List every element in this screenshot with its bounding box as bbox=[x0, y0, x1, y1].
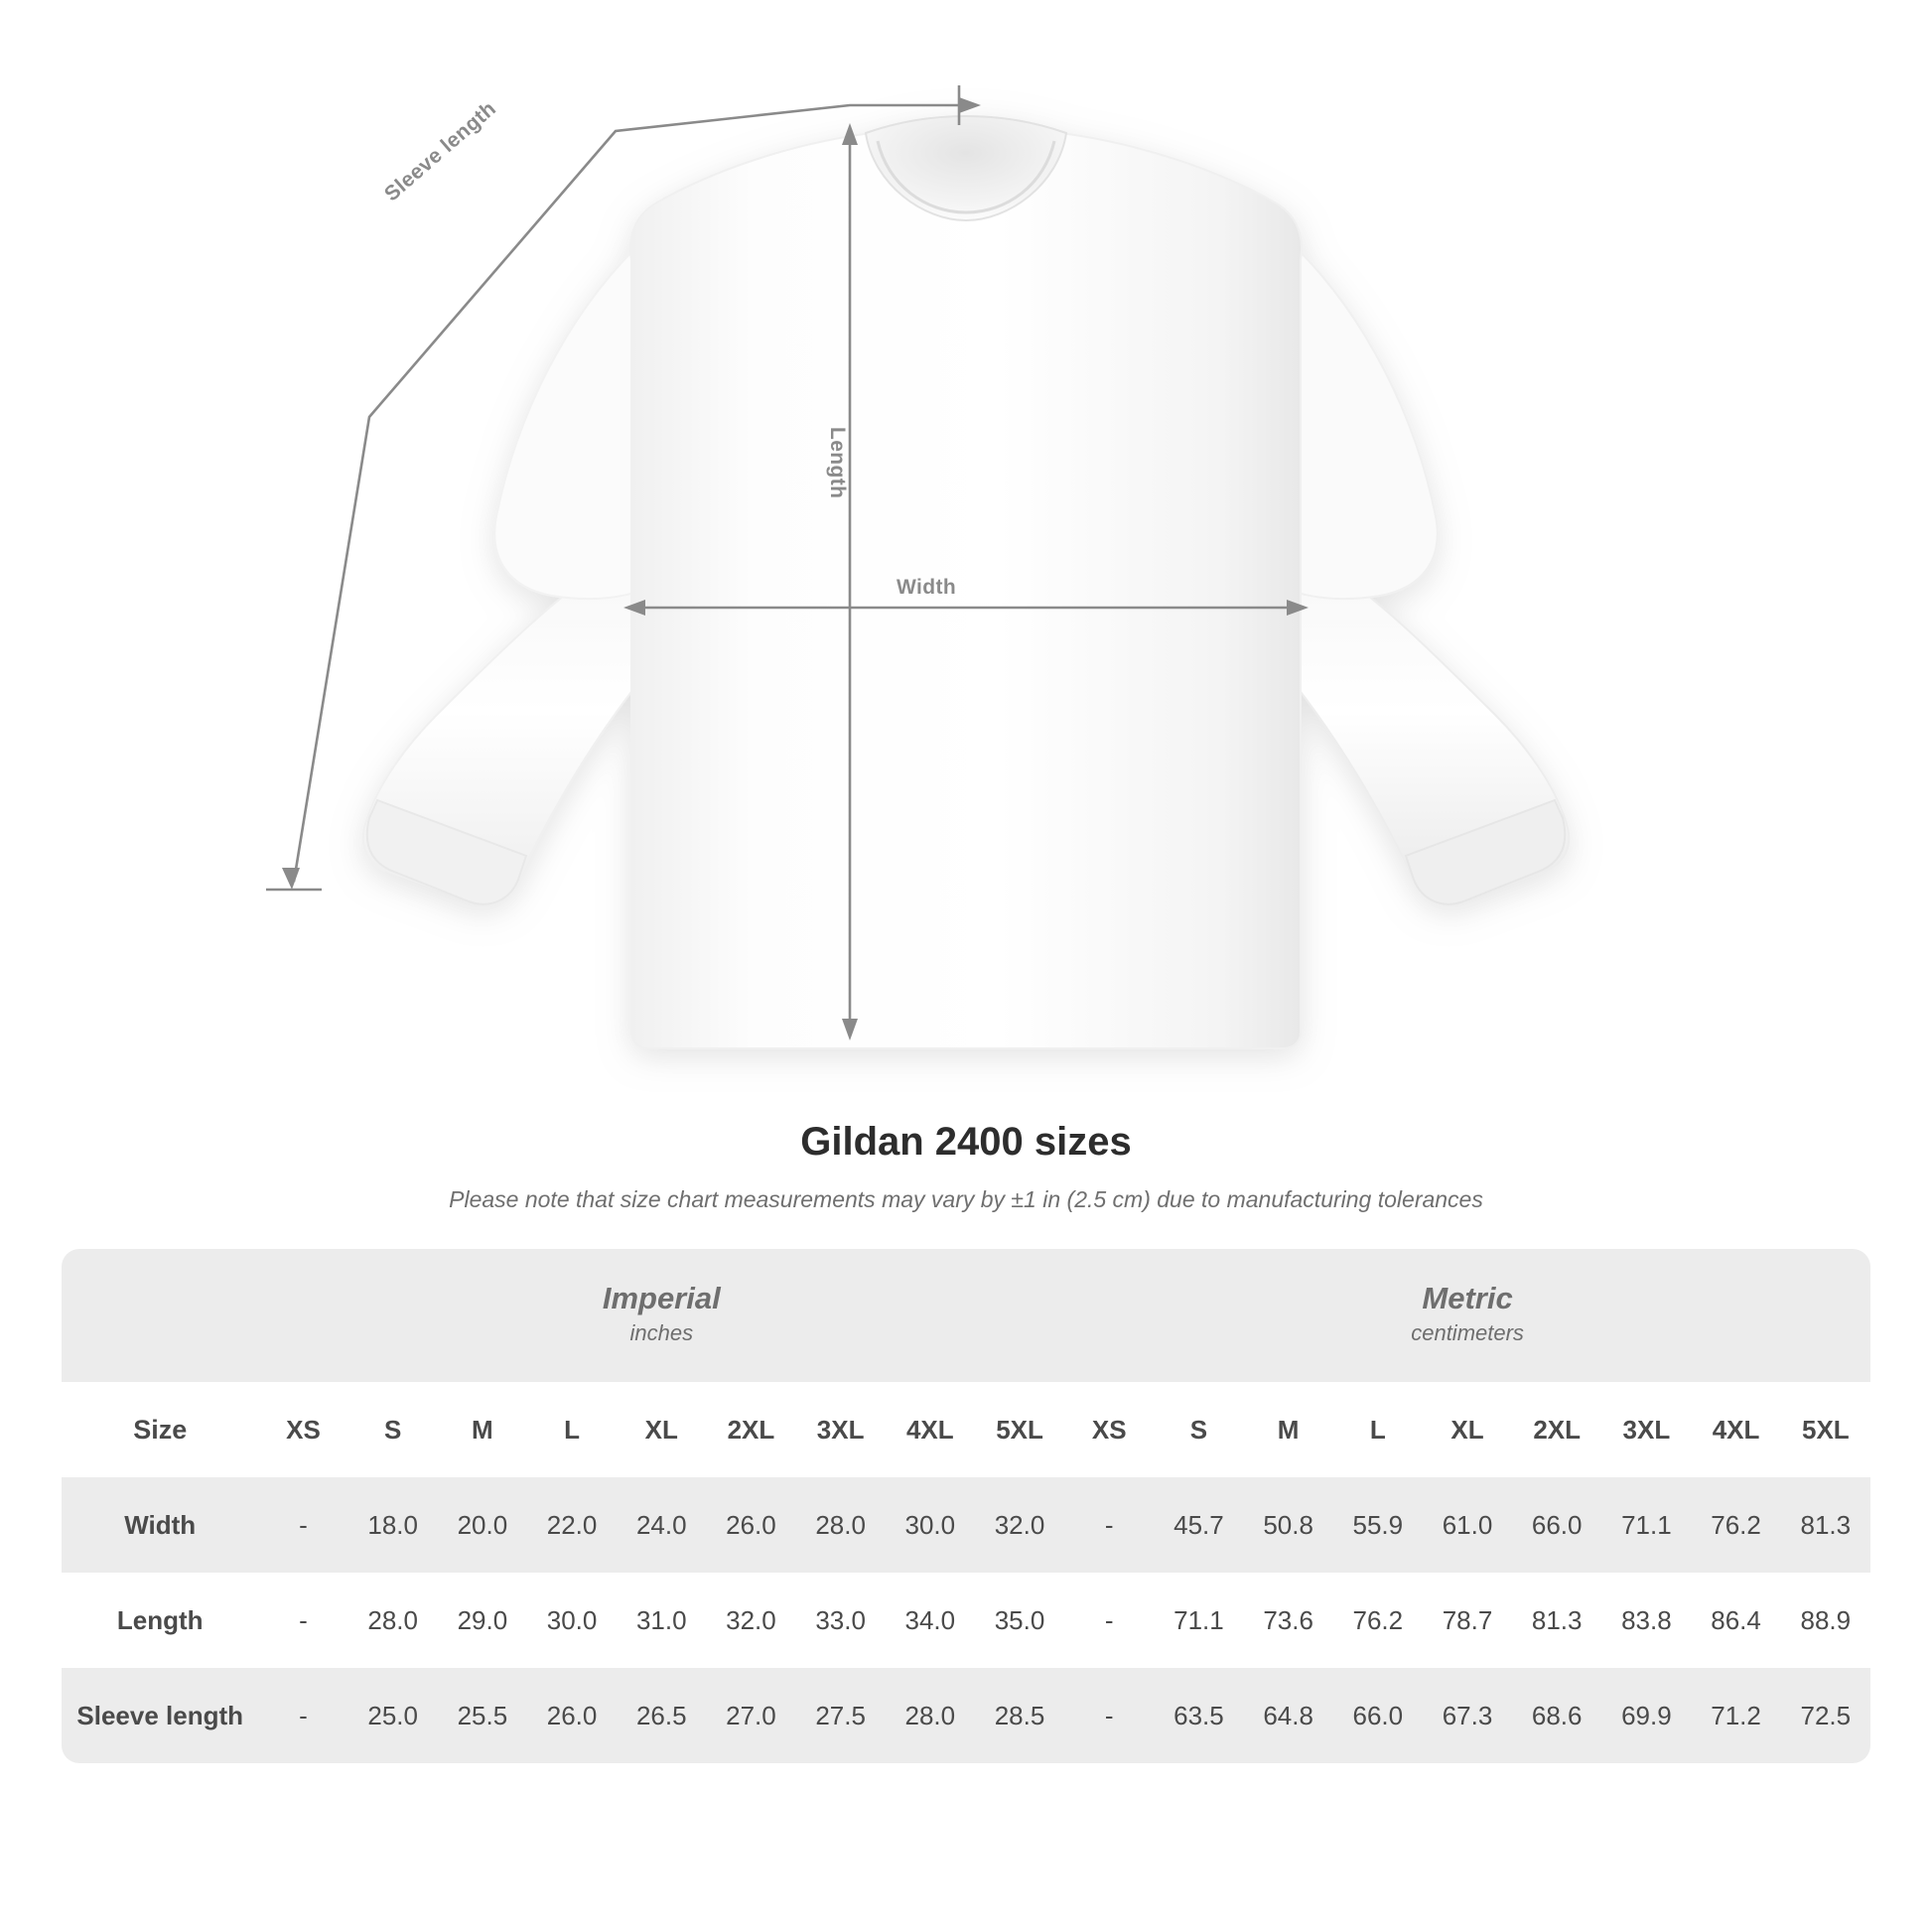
cell-width-metric-l: 55.9 bbox=[1333, 1477, 1423, 1573]
cell-sleeve-metric-xs: - bbox=[1064, 1668, 1154, 1763]
cell-length-imperial-xs: - bbox=[258, 1573, 347, 1668]
cell-sleeve-imperial-m: 25.5 bbox=[438, 1668, 527, 1763]
row-label-sleeve-length: Sleeve length bbox=[62, 1668, 258, 1763]
cell-width-metric-2xl: 66.0 bbox=[1512, 1477, 1601, 1573]
cell-sleeve-imperial-xs: - bbox=[258, 1668, 347, 1763]
size-header-metric-3xl: 3XL bbox=[1601, 1382, 1691, 1477]
cell-length-metric-5xl: 88.9 bbox=[1781, 1573, 1870, 1668]
cell-width-imperial-m: 20.0 bbox=[438, 1477, 527, 1573]
size-header-imperial-5xl: 5XL bbox=[975, 1382, 1064, 1477]
cell-length-imperial-xl: 31.0 bbox=[617, 1573, 706, 1668]
cell-width-metric-4xl: 76.2 bbox=[1691, 1477, 1780, 1573]
size-header-imperial-xl: XL bbox=[617, 1382, 706, 1477]
title-block bbox=[0, 1120, 1932, 1213]
unit-header-metric bbox=[1064, 1249, 1870, 1382]
size-header-imperial-s: S bbox=[348, 1382, 438, 1477]
cell-sleeve-imperial-s: 25.0 bbox=[348, 1668, 438, 1763]
cell-sleeve-metric-5xl: 72.5 bbox=[1781, 1668, 1870, 1763]
cell-length-metric-l: 76.2 bbox=[1333, 1573, 1423, 1668]
row-label-length: Length bbox=[62, 1573, 258, 1668]
size-chart-table bbox=[62, 1249, 1870, 1763]
cell-length-metric-4xl: 86.4 bbox=[1691, 1573, 1780, 1668]
cell-sleeve-imperial-3xl: 27.5 bbox=[796, 1668, 886, 1763]
length-dimension-label: Length bbox=[826, 427, 849, 499]
size-header-metric-s: S bbox=[1154, 1382, 1243, 1477]
cell-length-imperial-2xl: 32.0 bbox=[706, 1573, 795, 1668]
cell-length-imperial-4xl: 34.0 bbox=[886, 1573, 975, 1668]
size-header-metric-m: M bbox=[1244, 1382, 1333, 1477]
size-header-metric-5xl: 5XL bbox=[1781, 1382, 1870, 1477]
cell-sleeve-metric-s: 63.5 bbox=[1154, 1668, 1243, 1763]
size-header-row bbox=[62, 1382, 1870, 1477]
cell-sleeve-imperial-5xl: 28.5 bbox=[975, 1668, 1064, 1763]
cell-sleeve-imperial-4xl: 28.0 bbox=[886, 1668, 975, 1763]
cell-sleeve-imperial-2xl: 27.0 bbox=[706, 1668, 795, 1763]
cell-length-metric-xs: - bbox=[1064, 1573, 1154, 1668]
size-header-label: Size bbox=[62, 1382, 258, 1477]
cell-sleeve-metric-xl: 67.3 bbox=[1423, 1668, 1512, 1763]
cell-sleeve-imperial-xl: 26.5 bbox=[617, 1668, 706, 1763]
cell-width-metric-xs: - bbox=[1064, 1477, 1154, 1573]
cell-width-imperial-3xl: 28.0 bbox=[796, 1477, 886, 1573]
unit-metric-sub: centimeters bbox=[1411, 1320, 1524, 1346]
cell-length-imperial-m: 29.0 bbox=[438, 1573, 527, 1668]
size-header-imperial-2xl: 2XL bbox=[706, 1382, 795, 1477]
cell-sleeve-metric-2xl: 68.6 bbox=[1512, 1668, 1601, 1763]
cell-width-metric-m: 50.8 bbox=[1244, 1477, 1333, 1573]
unit-header-row bbox=[62, 1249, 1870, 1382]
unit-header-spacer bbox=[62, 1249, 258, 1382]
size-header-imperial-3xl: 3XL bbox=[796, 1382, 886, 1477]
unit-metric-name: Metric bbox=[1422, 1280, 1513, 1315]
cell-length-imperial-3xl: 33.0 bbox=[796, 1573, 886, 1668]
cell-width-imperial-xl: 24.0 bbox=[617, 1477, 706, 1573]
size-header-metric-xs: XS bbox=[1064, 1382, 1154, 1477]
cell-length-imperial-s: 28.0 bbox=[348, 1573, 438, 1668]
size-chart-table-wrap bbox=[62, 1249, 1870, 1763]
table-row bbox=[62, 1477, 1870, 1573]
cell-sleeve-metric-l: 66.0 bbox=[1333, 1668, 1423, 1763]
cell-width-metric-5xl: 81.3 bbox=[1781, 1477, 1870, 1573]
cell-length-imperial-l: 30.0 bbox=[527, 1573, 617, 1668]
cell-width-imperial-xs: - bbox=[258, 1477, 347, 1573]
size-header-metric-4xl: 4XL bbox=[1691, 1382, 1780, 1477]
cell-width-imperial-4xl: 30.0 bbox=[886, 1477, 975, 1573]
cell-sleeve-imperial-l: 26.0 bbox=[527, 1668, 617, 1763]
size-header-imperial-m: M bbox=[438, 1382, 527, 1477]
size-header-metric-2xl: 2XL bbox=[1512, 1382, 1601, 1477]
sleeve-length-dimension-label: Sleeve length bbox=[380, 96, 501, 207]
shirt-body-group bbox=[363, 116, 1570, 1048]
cell-sleeve-metric-4xl: 71.2 bbox=[1691, 1668, 1780, 1763]
page-title: Gildan 2400 sizes bbox=[800, 1120, 1132, 1164]
cell-sleeve-metric-3xl: 69.9 bbox=[1601, 1668, 1691, 1763]
size-header-metric-xl: XL bbox=[1423, 1382, 1512, 1477]
cell-width-metric-s: 45.7 bbox=[1154, 1477, 1243, 1573]
table-row bbox=[62, 1668, 1870, 1763]
cell-sleeve-metric-m: 64.8 bbox=[1244, 1668, 1333, 1763]
cell-width-imperial-l: 22.0 bbox=[527, 1477, 617, 1573]
row-label-width: Width bbox=[62, 1477, 258, 1573]
table-row bbox=[62, 1573, 1870, 1668]
cell-length-metric-xl: 78.7 bbox=[1423, 1573, 1512, 1668]
size-header-imperial-xs: XS bbox=[258, 1382, 347, 1477]
width-dimension-label: Width bbox=[897, 576, 957, 599]
cell-width-imperial-s: 18.0 bbox=[348, 1477, 438, 1573]
size-header-imperial-l: L bbox=[527, 1382, 617, 1477]
cell-width-metric-3xl: 71.1 bbox=[1601, 1477, 1691, 1573]
cell-length-imperial-5xl: 35.0 bbox=[975, 1573, 1064, 1668]
cell-length-metric-m: 73.6 bbox=[1244, 1573, 1333, 1668]
size-header-metric-l: L bbox=[1333, 1382, 1423, 1477]
cell-length-metric-3xl: 83.8 bbox=[1601, 1573, 1691, 1668]
cell-width-imperial-2xl: 26.0 bbox=[706, 1477, 795, 1573]
cell-width-imperial-5xl: 32.0 bbox=[975, 1477, 1064, 1573]
size-header-imperial-4xl: 4XL bbox=[886, 1382, 975, 1477]
cell-width-metric-xl: 61.0 bbox=[1423, 1477, 1512, 1573]
tolerance-note: Please note that size chart measurements may vary by ±1 in (2.5 cm) due to manufacturing tolerances bbox=[449, 1186, 1483, 1212]
cell-length-metric-2xl: 81.3 bbox=[1512, 1573, 1601, 1668]
unit-header-imperial bbox=[258, 1249, 1064, 1382]
unit-imperial-name: Imperial bbox=[602, 1280, 721, 1315]
unit-imperial-sub: inches bbox=[629, 1320, 694, 1346]
cell-length-metric-s: 71.1 bbox=[1154, 1573, 1243, 1668]
